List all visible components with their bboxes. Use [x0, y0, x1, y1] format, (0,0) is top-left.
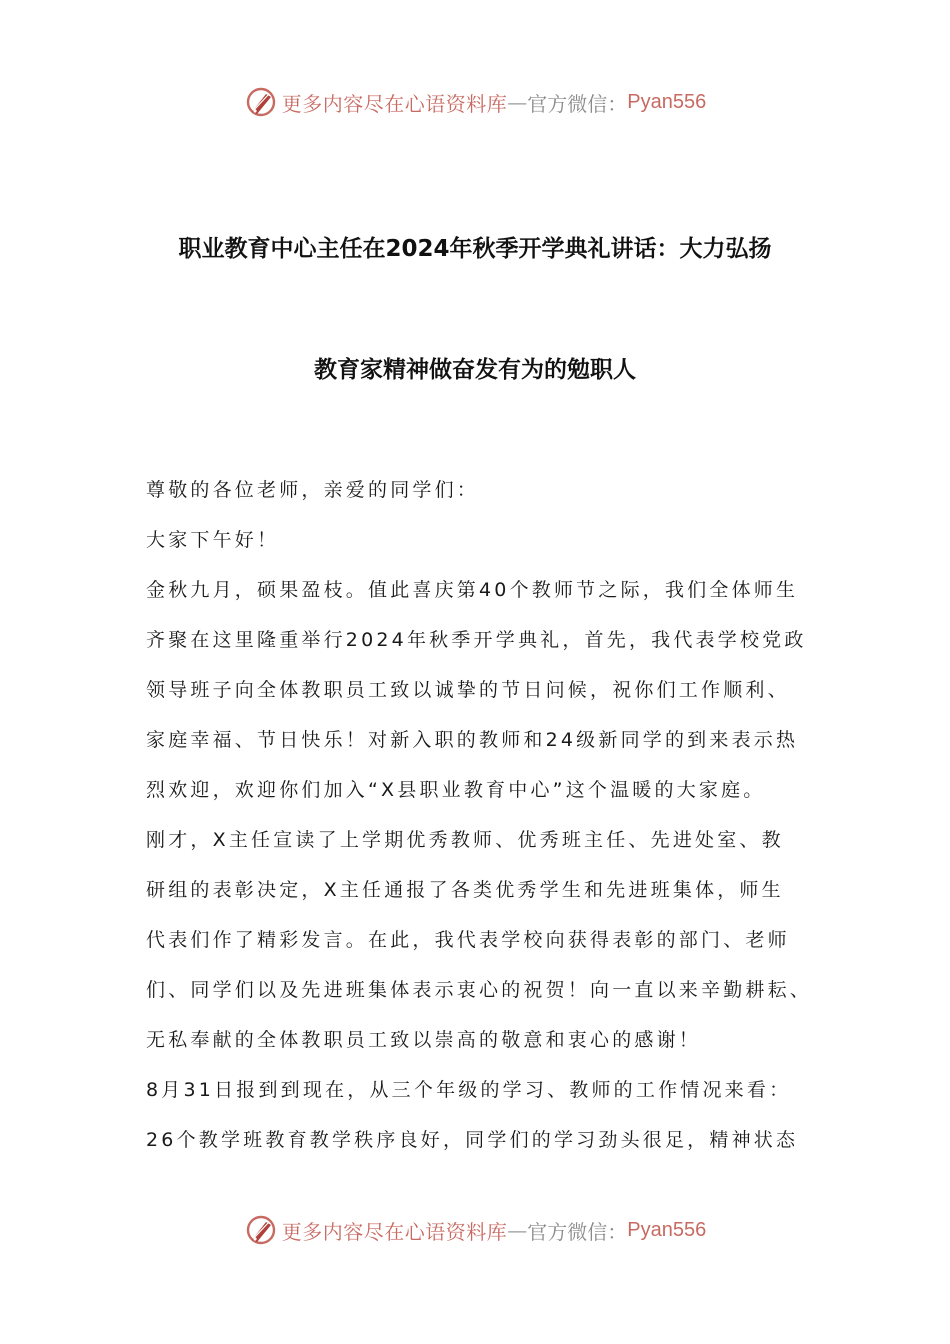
body-line: 齐聚在这里隆重举行2024年秋季开学典礼，首先，我代表学校党政 — [146, 629, 807, 651]
body-line: 26个教学班教育教学秩序良好，同学们的学习劲头很足，精神状态 — [146, 1129, 799, 1151]
banner-separator: — — [507, 90, 528, 114]
document-body — [146, 465, 826, 1165]
body-line: 尊敬的各位老师，亲爱的同学们： — [146, 479, 480, 501]
banner-site-text: 更多内容尽在心语资料库 — [281, 1219, 508, 1244]
body-line: 们、同学们以及先进班集体表示衷心的祝贺！向一直以来辛勤耕耘、 — [146, 979, 813, 1001]
body-line: 家庭幸福、节日快乐！对新入职的教师和24级新同学的到来表示热 — [146, 729, 799, 751]
body-line: 8月31日报到到现在，从三个年级的学习、教师的工作情况来看： — [146, 1079, 792, 1101]
banner-wechat-id: Pyan556 — [627, 90, 707, 113]
banner-wechat-id: Pyan556 — [627, 1218, 707, 1241]
body-line: 烈欢迎，欢迎你们加入“X县职业教育中心”这个温暖的大家庭。 — [146, 779, 766, 801]
footer-banner — [0, 1210, 950, 1250]
header-banner — [0, 82, 950, 122]
pen-nib-circle-icon — [244, 85, 278, 119]
document-title-line-2: 教育家精神做奋发有为的勉职人 — [314, 357, 636, 383]
body-line: 刚才，X主任宣读了上学期优秀教师、优秀班主任、先进处室、教 — [146, 829, 784, 851]
body-line: 金秋九月，硕果盈枝。值此喜庆第40个教师节之际，我们全体师生 — [146, 579, 799, 601]
document-title-line-1: 职业教育中心主任在2024年秋季开学典礼讲话：大力弘扬 — [178, 236, 772, 262]
body-line: 领导班子向全体教职员工致以诚挚的节日问候，祝你们工作顺利、 — [146, 679, 790, 701]
banner-separator: — — [507, 1218, 528, 1242]
banner-wechat-label: 官方微信： — [527, 1219, 628, 1244]
body-line: 无私奉献的全体教职员工致以崇高的敬意和衷心的感谢！ — [146, 1029, 702, 1051]
body-line: 研组的表彰决定，X主任通报了各类优秀学生和先进班集体，师生 — [146, 879, 784, 901]
banner-wechat-label: 官方微信： — [527, 91, 628, 116]
body-line: 代表们作了精彩发言。在此，我代表学校向获得表彰的部门、老师 — [146, 929, 790, 951]
banner-site-text: 更多内容尽在心语资料库 — [281, 91, 508, 116]
pen-nib-circle-icon — [244, 1213, 278, 1247]
body-line: 大家下午好！ — [146, 529, 280, 551]
